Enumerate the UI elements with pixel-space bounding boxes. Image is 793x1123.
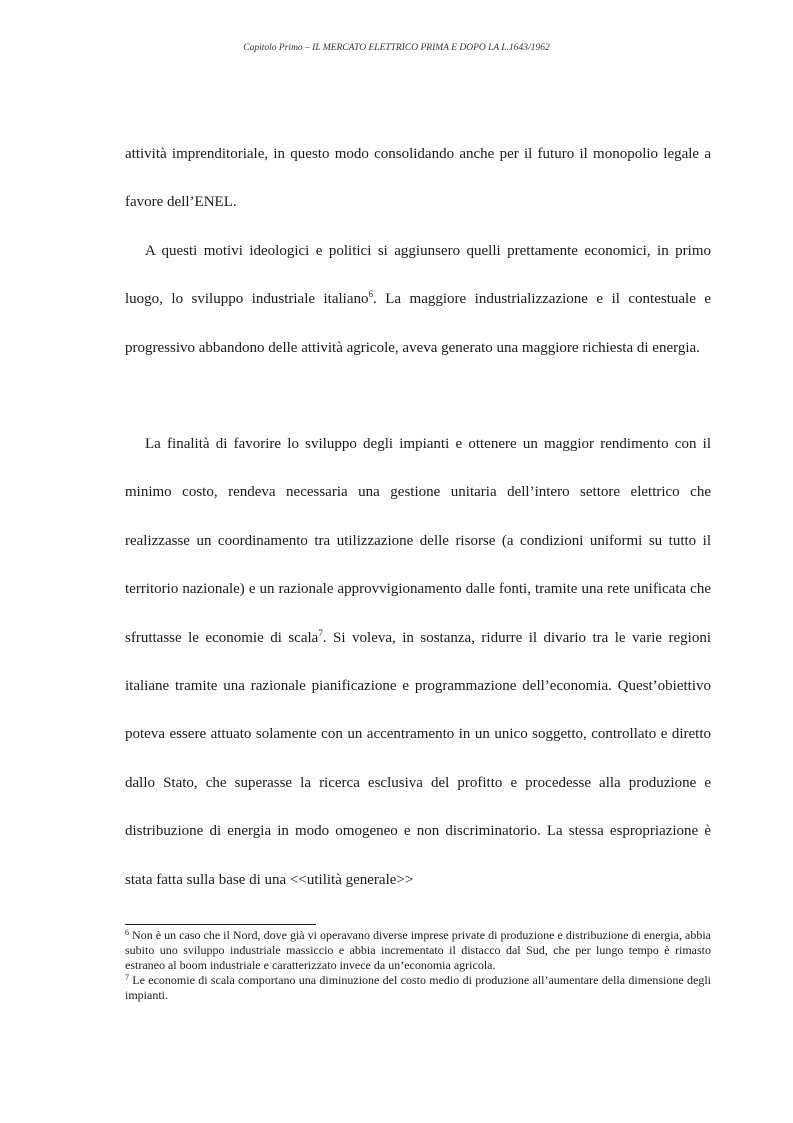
footnotes bbox=[125, 928, 711, 1003]
footnote-6 bbox=[125, 928, 711, 973]
paragraph-2-text-b: . La maggiore industrializzazione e il contestuale e progressivo abbandono delle attività agricole, aveva generato una maggiore richiesta di energia. bbox=[125, 291, 712, 356]
footnote-mark-7: 7 bbox=[125, 973, 129, 982]
paragraph-3 bbox=[125, 420, 711, 904]
footnote-6-text: Non è un caso che il Nord, dove già vi operavano diverse imprese private di produzione e distribuzione di energia, abbia subito uno sviluppo industriale massiccio e abbia incrementato il distacco dal Sud, che per lungo tempo è rimasto estraneo al boom industriale e caratterizzato invece da un’economia agricola. bbox=[125, 928, 711, 972]
paragraph-3-text-b: . Si voleva, in sostanza, ridurre il divario tra le varie regioni italiane tramite una razionale pianificazione e programmazione dell’economia. Quest’obiettivo poteva essere attuato solamente con un accentramento in un unico soggetto, controllato e diretto dallo Stato, che superasse la ricerca esclusiva del profitto e procedesse alla produzione e distribuzione di energia in modo omogeneo e non discriminatorio. La stessa espropriazione è stata fatta sulla base di una <<utilità generale>> bbox=[125, 629, 711, 888]
footnote-separator bbox=[125, 924, 316, 925]
footnote-ref-6[interactable]: 6 bbox=[368, 289, 373, 300]
footnote-7 bbox=[125, 973, 711, 1003]
footnote-ref-7[interactable]: 7 bbox=[318, 627, 323, 638]
running-header: Capitolo Primo – IL MERCATO ELETTRICO PRIMA E DOPO LA L.1643/1962 bbox=[243, 43, 550, 53]
paragraph-3-text-a: La finalità di favorire lo sviluppo degli impianti e ottenere un maggior rendimento con il minimo costo, rendeva necessaria una gestione unitaria dell’intero settore elettrico che realizzasse un coordinamento tra utilizzazione delle risorse (a condizioni uniformi su tutto il territorio nazionale) e un razionale approvvigionamento dalle fonti, tramite una rete unificata che sfruttasse le economie di scala bbox=[125, 436, 711, 646]
footnote-mark-6: 6 bbox=[125, 928, 129, 937]
paragraph-1: attività imprenditoriale, in questo modo consolidando anche per il futuro il monopolio legale a favore dell’ENEL. bbox=[125, 146, 711, 211]
footnote-7-text: Le economie di scala comportano una diminuzione del costo medio di produzione all’aumentare della dimensione degli impianti. bbox=[125, 973, 711, 1002]
paragraph-2 bbox=[125, 227, 711, 372]
paragraph-2-text-a: A questi motivi ideologici e politici si aggiunsero quelli prettamente economici, in primo luogo, lo sviluppo industriale italiano bbox=[125, 243, 711, 308]
